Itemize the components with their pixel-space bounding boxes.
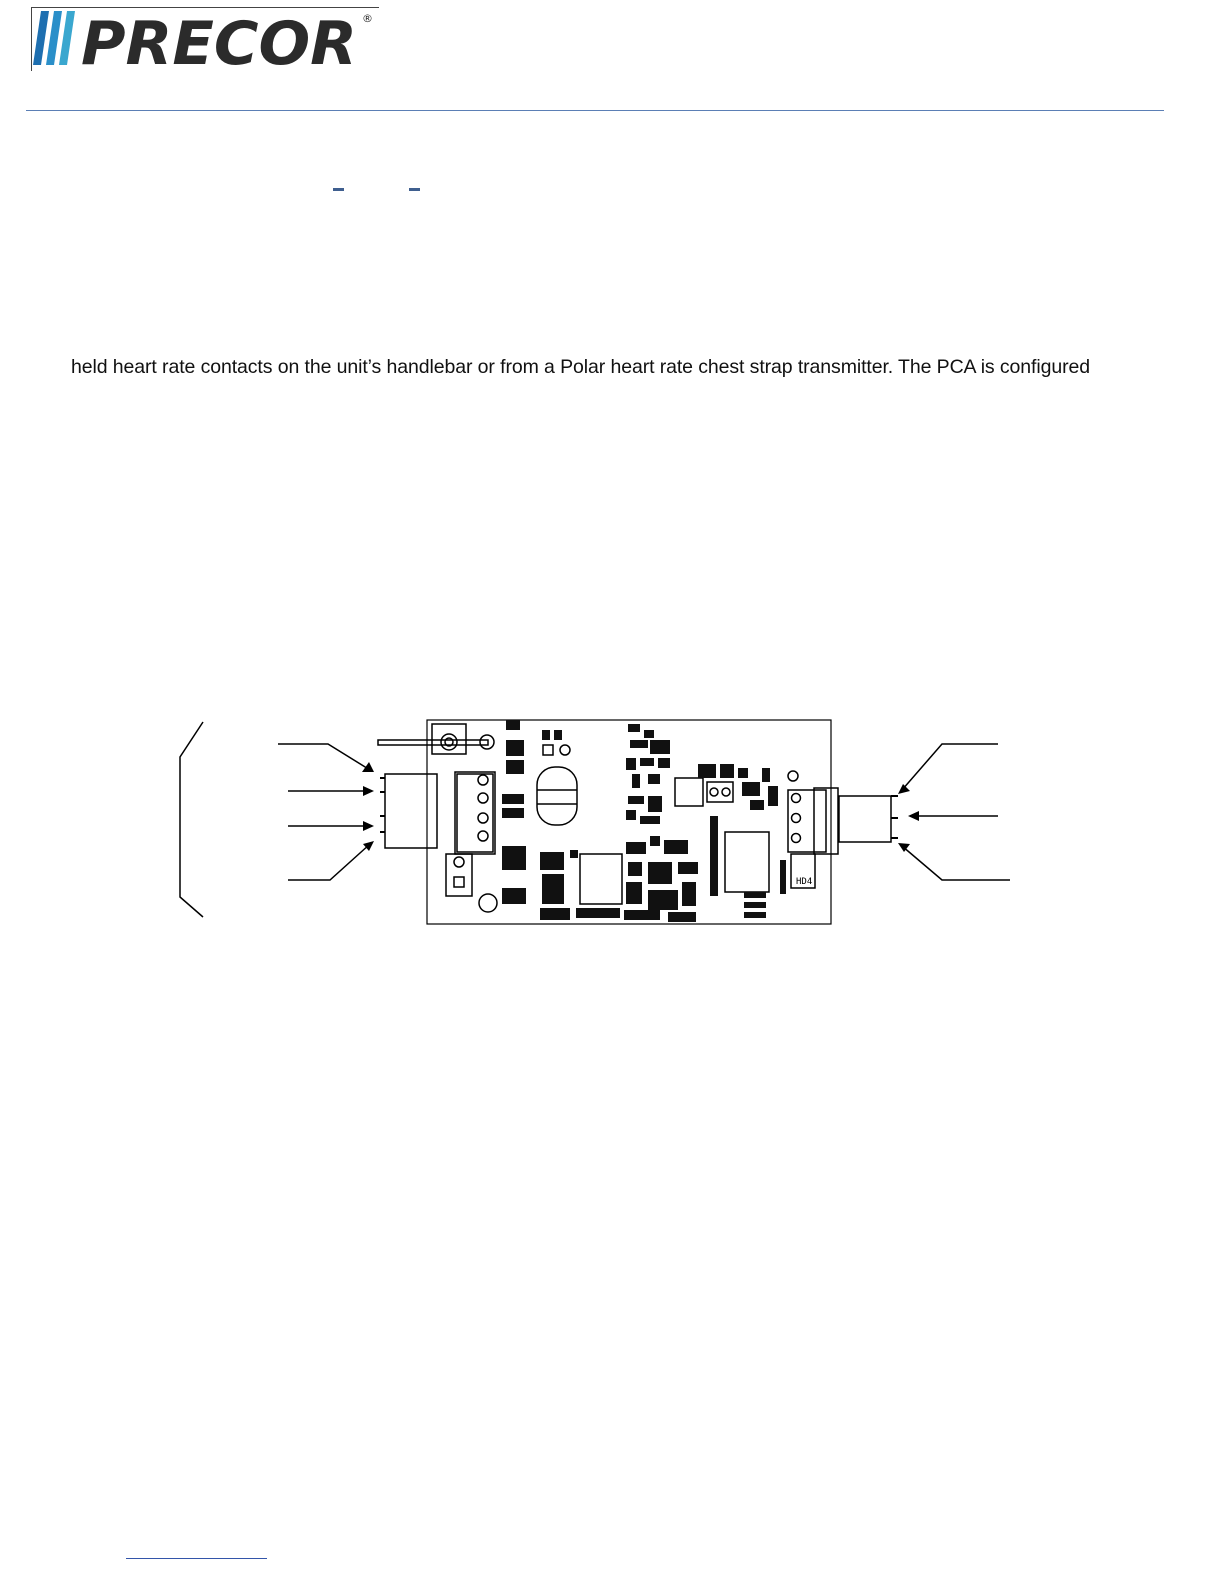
right-arrow-1 [902, 744, 998, 790]
header-rule [26, 110, 1164, 111]
precor-logo [31, 7, 381, 71]
inductor [537, 767, 577, 825]
left-connector-housing [385, 774, 437, 848]
body-paragraph-line: held heart rate contacts on the unit’s handlebar or from a Polar heart rate chest strap transmitter. The PCA is configured [71, 356, 1090, 378]
top-wire [378, 740, 488, 745]
logo-wordmark: PRECOR [81, 9, 357, 71]
title-dash [333, 188, 344, 191]
title-dash [409, 188, 420, 191]
logo-stripe-2 [46, 11, 62, 65]
heart-rate-pca-diagram [170, 712, 1020, 932]
connector-label-hd4: HD4 [796, 877, 813, 887]
left-arrow-4 [288, 844, 370, 880]
footer-link-underline[interactable] [126, 1558, 267, 1559]
logo-registered-mark: ® [362, 12, 373, 25]
left-bracket [180, 722, 203, 917]
microcontroller [725, 832, 769, 892]
left-arrow-1 [278, 744, 370, 770]
right-arrow-3 [902, 846, 1010, 880]
logo-stripe-3 [59, 11, 75, 65]
left-connector-header [455, 772, 495, 854]
right-connector-housing [839, 796, 891, 842]
logo-stripe-1 [33, 11, 49, 65]
